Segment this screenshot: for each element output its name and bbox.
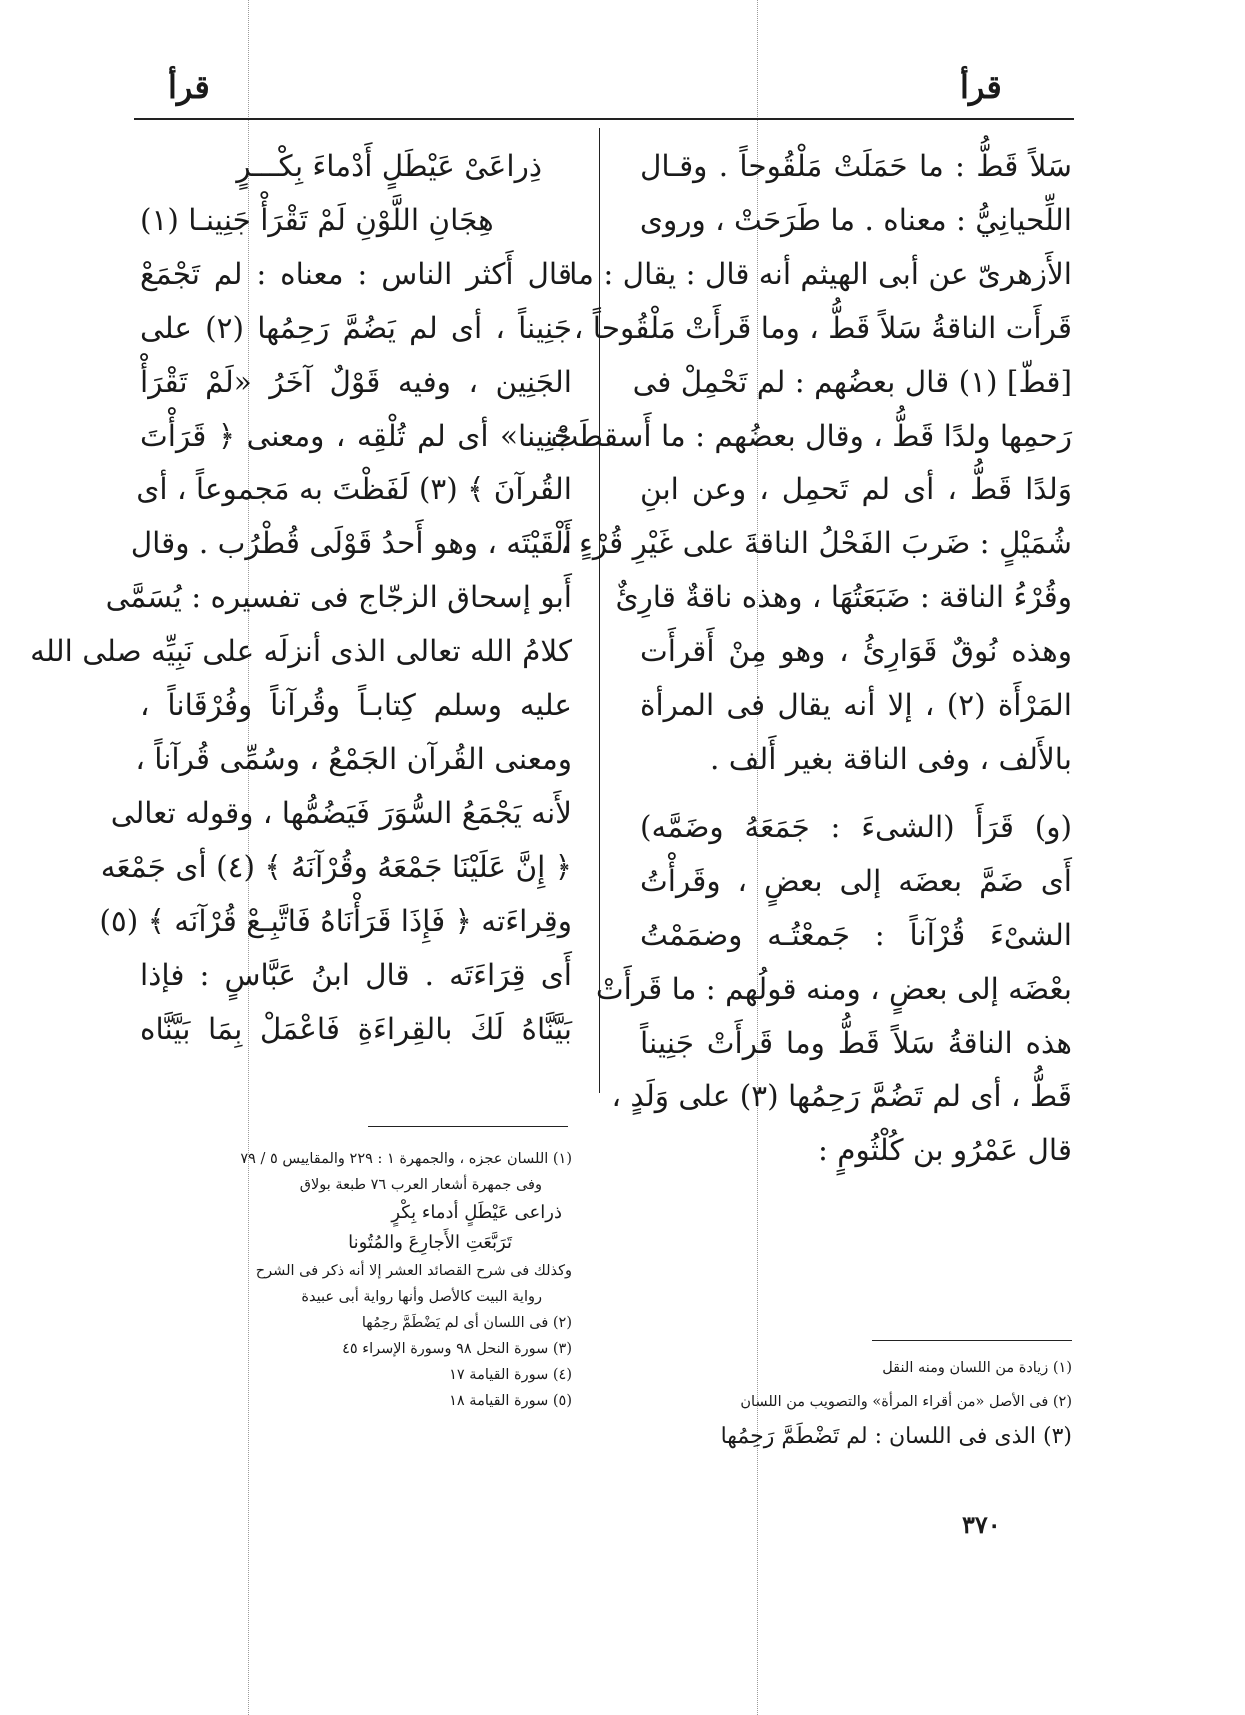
text-line: قال عَمْرُو بن كُلْثُومٍ : [817, 1133, 1072, 1168]
page-header-right: قرأ [960, 68, 1002, 106]
text-line: قال أَكثر الناس : معناه : لم تَجْمَعْ [140, 256, 572, 291]
text-line: جَنِينا» أى لم تُلْقِه ، ومعنى ﴿ قَرَأْتَ [140, 418, 572, 453]
left-column [30, 140, 573, 1056]
text-line: أَى ضَمَّ بعضَه إلى بعضٍ ، وقَرأْتُ [640, 863, 1072, 898]
footnote: (٢) فى اللسان أى لم يَضْطَمَّ رحِمُها [361, 1315, 572, 1331]
right-column [550, 140, 1072, 1178]
page-number: ٣٧٠ [962, 1510, 1001, 1539]
text-line: هذه الناقةُ سَلاً قَطُّ وما قَرأَتْ جَنِيناً [640, 1025, 1072, 1060]
text-line: الجَنِين ، وفيه قَوْلٌ آخَرُ «لَمْ تَقْرَأْ [140, 364, 572, 399]
text-line: وقُرْءُ الناقة : ضَبَعَتُهَا ، وهذه ناقةٌ قارِئٌ [615, 580, 1072, 615]
footnotes-left [140, 1146, 572, 1414]
text-line: [قطّ] (١) قال بعضُهم : لم تَحْمِلْ فى [632, 364, 1072, 399]
text-line: ومعنى القُرآن الجَمْعُ ، وسُمِّى قُرآناً ، [135, 741, 572, 776]
text-line: قَرأَت الناقةُ سَلاً قَطُّ ، وما قَرأَتْ مَلْقُوحاً ، [573, 310, 1072, 345]
text-line: الأَزهرىّ عن أبى الهيثم أنه قال : يقال : ما [569, 256, 1072, 291]
text-line: رَحمِها ولدًا قَطُّ ، وقال بعضُهم : ما أَسقطَتْ [550, 418, 1072, 453]
text-line: كلامُ الله تعالى الذى أنزلَه على نَبِيِّه صلى الله [30, 634, 572, 669]
footnote: (٥) سورة القيامة ١٨ [449, 1393, 572, 1409]
footnote: (٢) فى الأصل «من أقراء المرأة» والتصويب من اللسان [740, 1394, 1072, 1410]
footnote: وفى جمهرة أشعار العرب ٧٦ طبعة بولاق [299, 1177, 542, 1193]
footnote: رواية البيت كالأصل وأنها رواية أبى عبيدة [301, 1289, 542, 1305]
text-line: وهذه نُوقٌ قَوَارِئُ ، وهو مِنْ أَقرأَت [640, 634, 1072, 669]
footnotes-right [655, 1355, 1072, 1453]
header-rule [134, 118, 1074, 120]
footnote: (٣) الذى فى اللسان : لم تَضْطَمَّ رَحِمُها [720, 1424, 1072, 1449]
text-line: وَلدًا قَطُّ ، أى لم تَحمِل ، وعن ابنِ [640, 472, 1072, 507]
text-line: أَبو إسحاق الزجّاج فى تفسيره : يُسَمَّى [105, 580, 572, 615]
footnote-rule-left [368, 1126, 568, 1127]
poem-verse: ذِراعَىْ عَيْطَلٍ أَدْماءَ بِكْـــرٍ [236, 149, 542, 183]
text-line: القُرآنَ ﴾ (٣) لَفَظْتَ به مَجموعاً ، أى [136, 472, 572, 507]
text-line: الشىْءَ قُرْآناً : جَمعْتُـه وضمَمْتُ [640, 917, 1072, 952]
text-line: سَلاً قَطُّ : ما حَمَلَتْ مَلْقُوحاً . وقـال [640, 149, 1072, 183]
text-line: عليه وسلم كِتابـاً وقُرآناً وفُرْقَاناً ، [140, 688, 572, 723]
footnote-verse: تَرَبَّعَتِ الأَجارِعَ والمُتُونا [348, 1232, 512, 1253]
entry-headword-line: (و) قَرَأَ (الشىءَ : جَمَعَهُ وضَمَّه) [640, 809, 1072, 844]
footnote: (٤) سورة القيامة ١٧ [449, 1367, 572, 1383]
text-line: لأَنه يَجْمَعُ السُّوَرَ فَيَضُمُّها ، وقوله تعالى [110, 795, 572, 830]
text-line: جَنِيناً ، أى لم يَضُمَّ رَحِمُها (٢) على [140, 310, 573, 345]
text-line: بَيَّنَّاهُ لَكَ بالقِراءَةِ فَاعْمَلْ بِمَا بَيَّنَّاه [140, 1011, 572, 1046]
text-line: أَلْقَيْتَه ، وهو أَحدُ قَوْلَى قُطْرُب . وقال [130, 526, 572, 561]
text-line: أَى قِرَاءَتَه . قال ابنُ عَبَّاسٍ : فإذا [140, 957, 572, 992]
text-line: بعْضَه إلى بعضٍ ، ومنه قولُهم : ما قَرأَتْ [595, 971, 1072, 1006]
footnote-verse: ذراعى عَيْطَلٍ أدماء بِكْرٍ [391, 1202, 562, 1223]
footnote-rule-right [872, 1340, 1072, 1341]
page-header-left: قرأ [168, 68, 210, 106]
text-line: قَطُّ ، أى لم تَضُمَّ رَحِمُها (٣) على وَلَدٍ ، [611, 1079, 1072, 1114]
footnote: (١) زيادة من اللسان ومنه النقل [882, 1360, 1072, 1376]
poem-verse: هِجَانِ اللَّوْنِ لَمْ تَقْرَأْ جَنِينـا (١) [140, 202, 494, 237]
footnote: (٣) سورة النحل ٩٨ وسورة الإسراء ٤٥ [342, 1341, 572, 1357]
text-line: بالأَلف ، وفى الناقة بغير أَلف . [710, 741, 1072, 776]
text-line: اللِّحيانِيُّ : معناه . ما طَرَحَتْ ، وروى [639, 202, 1072, 237]
footnote: (١) اللسان عجزه ، والجمهرة ١ : ٢٢٩ والمقاييس ٥ / ٧٩ [240, 1151, 572, 1167]
text-line: ﴿ إِنَّ عَلَيْنَا جَمْعَهُ وقُرْآنَهُ ﴾ (٤) أى جَمْعَه [100, 849, 572, 884]
text-line: شُمَيْلٍ : ضَربَ الفَحْلُ الناقةَ على غَيْرِ قُرْءٍ ، [560, 526, 1072, 561]
text-line: وقِراءَته ﴿ فَإِذَا قَرَأْنَاهُ فَاتَّبِـعْ قُرْآنَه ﴾ (٥) [99, 903, 572, 938]
text-line: المَرْأَة (٢) ، إلا أنه يقال فى المرأة [640, 688, 1072, 723]
footnote: وكذلك فى شرح القصائد العشر إلا أنه ذكر فى الشرح [255, 1263, 572, 1279]
